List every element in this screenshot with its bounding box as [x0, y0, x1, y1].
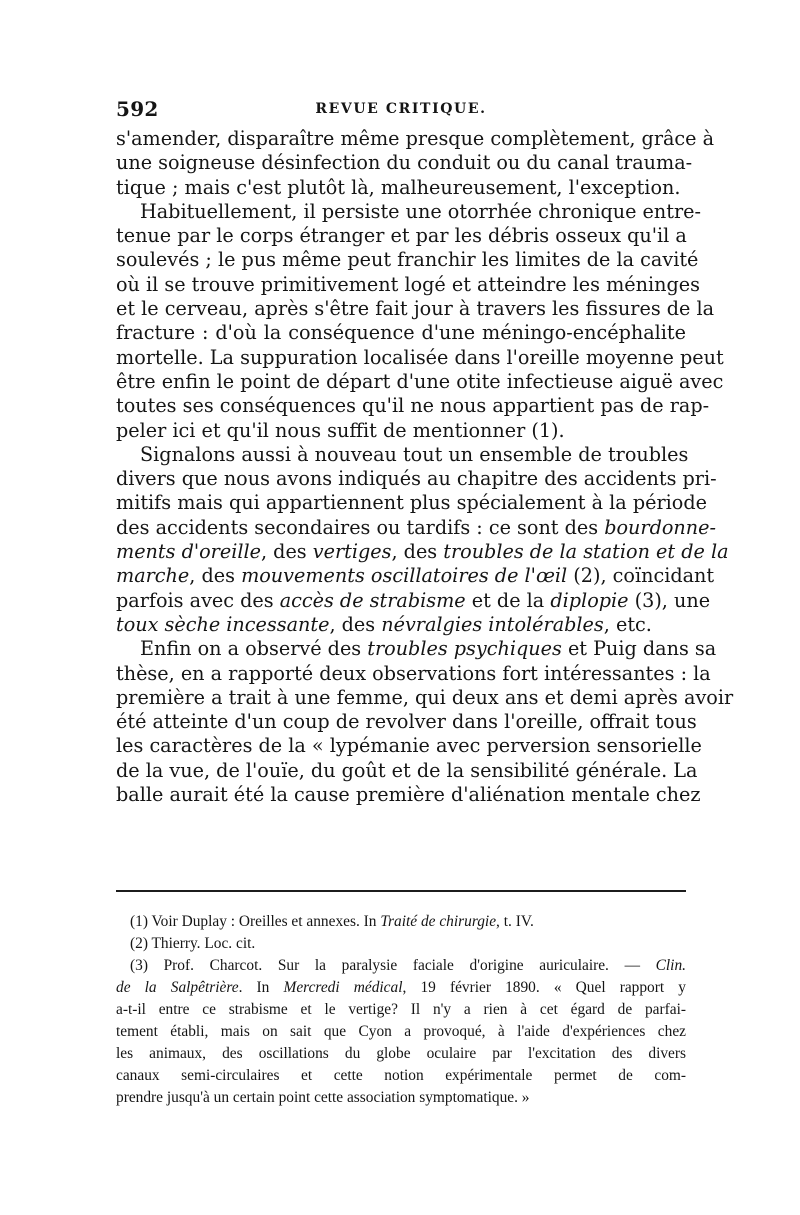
text-line: fracture : d'où la conséquence d'une méningo-encéphalite	[116, 321, 686, 345]
text-line: mitifs mais qui appartiennent plus spécialement à la période	[116, 491, 707, 515]
text-line: Signalons aussi à nouveau tout un ensemble de troubles	[140, 442, 689, 466]
text-segment: , des	[391, 540, 444, 564]
running-title: REVUE CRITIQUE.	[315, 101, 487, 117]
italic-text: névralgies intolérables	[381, 612, 604, 636]
text-line: toutes ses conséquences qu'il ne nous appartient pas de rap-	[116, 394, 710, 418]
text-segment: . In	[238, 979, 284, 996]
text-segment: et Puig dans sa	[561, 637, 717, 661]
text-segment: parfois avec des	[116, 588, 280, 612]
italic-text: vertiges	[312, 540, 392, 564]
text-segment: (3) Prof. Charcot. Sur la paralysie faciale d'origine auriculaire. —	[130, 957, 656, 974]
text-segment: (1) Voir Duplay : Oreilles et annexes. In	[130, 913, 381, 930]
text-line: être enfin le point de départ d'une otite infectieuse aiguë avec	[116, 369, 724, 393]
italic-text: Traité de chirurgie	[380, 913, 497, 930]
text-segment: , 19 février 1890. « Quel rapport y	[402, 979, 686, 996]
text-line	[116, 564, 715, 588]
text-line: mortelle. La suppuration localisée dans l'oreille moyenne peut	[116, 345, 724, 369]
italic-text: ments d'oreille	[116, 540, 261, 564]
text-segment: (3), une	[628, 588, 711, 612]
text-line	[116, 540, 729, 564]
text-segment: (2), coïncidant	[567, 564, 715, 588]
text-segment: , des	[329, 612, 382, 636]
text-line: balle aurait été la cause première d'aliénation mentale chez	[116, 783, 701, 807]
text-segment: et de la	[465, 588, 551, 612]
italic-text: troubles psychiques	[367, 637, 562, 661]
italic-text: troubles de la station et de la	[443, 540, 729, 564]
text-line: divers que nous avons indiqués au chapitre des accidents pri-	[116, 467, 717, 491]
text-segment: , etc.	[603, 612, 652, 636]
text-line: première a trait à une femme, qui deux ans et demi après avoir	[116, 685, 734, 709]
text-line	[116, 515, 716, 540]
text-segment: Enfin on a observé des	[140, 637, 368, 661]
text-line	[116, 588, 711, 613]
footnote-line: les animaux, des oscillations du globe oculaire par l'excitation des divers	[116, 1045, 686, 1062]
footnote-line	[116, 955, 686, 977]
text-line: peler ici et qu'il nous suffit de mentionner (1).	[116, 418, 565, 442]
footnotes	[116, 911, 686, 1109]
text-line: s'amender, disparaître même presque complètement, grâce à	[116, 127, 715, 150]
italic-text: marche	[116, 564, 190, 588]
text-line: où il se trouve primitivement logé et atteindre les méninges	[116, 272, 700, 296]
footnote-line	[116, 977, 686, 999]
footnote-line: prendre jusqu'à un certain point cette association symptomatique. »	[116, 1089, 530, 1106]
text-segment: des accidents secondaires ou tardifs : ce sont des	[116, 515, 605, 539]
italic-text: de la Salpêtrière	[116, 979, 239, 996]
italic-text: bourdonne-	[604, 515, 716, 539]
text-line: de la vue, de l'ouïe, du goût et de la sensibilité générale. La	[116, 758, 698, 782]
text-segment: , des	[260, 540, 313, 564]
footnote-line	[116, 911, 686, 933]
text-line	[116, 613, 686, 637]
italic-text: accès de strabisme	[279, 588, 466, 612]
footnote-separator-rule	[116, 890, 686, 892]
footnote-line: tement établi, mais on sait que Cyon a provoqué, à l'aide d'expériences chez	[116, 1023, 686, 1040]
page-header	[116, 97, 686, 123]
text-segment: , des	[189, 564, 242, 588]
text-line: tique ; mais c'est plutôt là, malheureusement, l'exception.	[116, 175, 681, 199]
body-text	[116, 127, 734, 807]
italic-text: toux sèche incessante	[116, 612, 330, 636]
italic-text: mouvements oscillatoires de l'œil	[241, 564, 568, 588]
italic-text: Mercredi médical	[283, 979, 403, 996]
text-line	[116, 637, 717, 661]
page-number: 592	[116, 97, 159, 121]
text-line: été atteinte d'un coup de revolver dans l'oreille, offrait tous	[116, 710, 697, 734]
footnote-line: a-t-il entre ce strabisme et le vertige? Il n'y a rien à cet égard de parfai-	[116, 1001, 686, 1018]
text-segment: , t. IV.	[496, 913, 534, 930]
text-line: et le cerveau, après s'être fait jour à travers les fissures de la	[116, 297, 715, 321]
text-line: thèse, en a rapporté deux observations fort intéressantes : la	[116, 661, 711, 685]
footnote-line: (2) Thierry. Loc. cit.	[130, 935, 256, 952]
text-line: Habituellement, il persiste une otorrhée chronique entre-	[140, 199, 701, 223]
italic-text: Clin.	[655, 957, 686, 974]
italic-text: diplopie	[550, 588, 629, 612]
text-line: tenue par le corps étranger et par les débris osseux qu'il a	[116, 224, 687, 248]
text-line: les caractères de la « lypémanie avec perversion sensorielle	[116, 734, 702, 758]
text-line: une soigneuse désinfection du conduit ou du canal trauma-	[116, 151, 693, 175]
footnote-line: canaux semi-circulaires et cette notion expérimentale permet de com-	[116, 1067, 686, 1084]
text-line: soulevés ; le pus même peut franchir les limites de la cavité	[116, 248, 699, 272]
